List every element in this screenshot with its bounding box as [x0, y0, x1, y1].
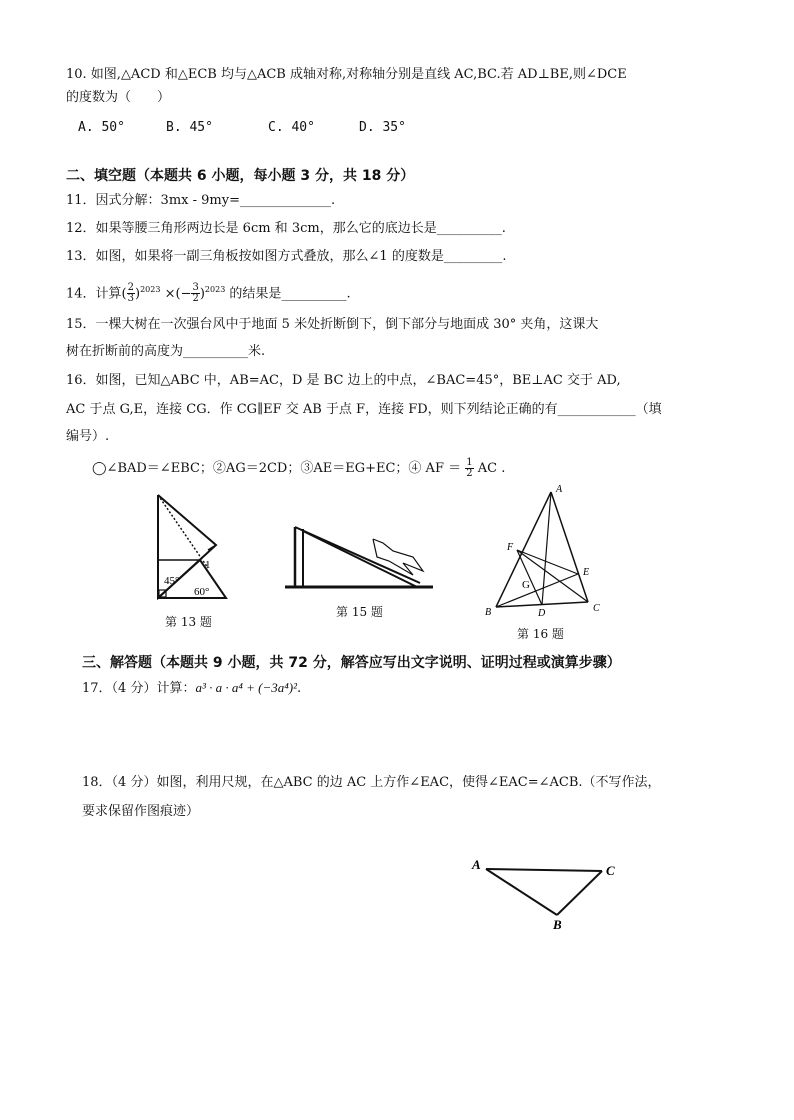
q11	[66, 192, 335, 210]
q17-prefix: 17．（4 分）计算：	[82, 681, 196, 696]
fig13-angle1: 1	[205, 559, 211, 571]
q16-line2-end: （填	[635, 402, 662, 417]
q14-suffix: 的结果是	[229, 286, 282, 302]
q14-exp1: 2023	[140, 285, 161, 294]
q10-option-c: C. 40°	[268, 120, 315, 135]
q14-sign: −	[180, 286, 192, 302]
fig16-label-g: G	[522, 579, 530, 591]
fig16-label-c: C	[593, 603, 600, 614]
q13-text: 13．如图，如果将一副三角板按如图方式叠放，那么∠1 的度数是	[66, 249, 444, 264]
section3-title: 三、解答题（本题共 9 小题，共 72 分，解答应写出文字说明、证明过程或演算步骤）	[82, 655, 621, 671]
q10-option-d: D. 35°	[359, 120, 406, 135]
q14-frac1: $\frac{2}{3}$	[127, 282, 134, 305]
fig16-label-d: D	[538, 608, 546, 619]
q10-line2: 的度数为（ ）	[66, 90, 171, 105]
fig13-diagram	[150, 490, 240, 605]
q16-statements	[92, 456, 505, 482]
q14: 14．计算( $\frac{2}{3}$ )$^{2023}$ ×(− $\frac{3}{2}$ )$^{2023}$ 的结果是__________.	[66, 282, 351, 305]
section2-title: 二、填空题（本题共 6 小题，每小题 3 分，共 18 分）	[66, 168, 415, 184]
q16-line1: 16．如图，已知△ABC 中，AB=AC，D 是 BC 边上的中点，∠BAC=45°，BE⊥AC 交于 AD,	[66, 373, 621, 388]
q14-end: .	[346, 286, 351, 302]
fig16-caption: 第 16 题	[517, 627, 564, 641]
fig16-label-a: A	[556, 484, 563, 495]
q16-line2	[66, 401, 662, 419]
q12-blank: __________	[436, 221, 502, 236]
q12	[66, 220, 506, 238]
q18-label-c: C	[606, 863, 615, 878]
fig16-label-e: E	[583, 567, 590, 578]
q18-line2: 要求保留作图痕迹）	[82, 804, 200, 819]
q10-option-b: B. 45°	[166, 120, 213, 135]
q14-prefix: 14．计算	[66, 286, 122, 302]
q15-line2-prefix: 树在折断前的高度为	[66, 344, 184, 359]
q16-statements-text: ◯∠BAD＝∠EBC；②AG＝2CD；③AE＝EG+EC；④ AF ＝	[92, 461, 462, 476]
fig15-caption: 第 15 题	[336, 605, 383, 619]
q11-blank: ______________	[239, 193, 331, 208]
q18-label-a: A	[472, 857, 481, 872]
q10-option-a: A. 50°	[78, 120, 125, 135]
q13	[66, 248, 506, 266]
q17	[82, 679, 301, 698]
q17-expr: a³ · a · a⁴ + (−3a⁴)²	[195, 680, 297, 695]
fig13-angle45: 45°	[164, 575, 180, 587]
q12-text: 12．如果等腰三角形两边长是 6cm 和 3cm，那么它的底边长是	[66, 221, 437, 236]
q14-times: ×	[164, 286, 176, 302]
fig15-diagram	[285, 515, 435, 590]
fig13-angle60: 60°	[194, 586, 210, 598]
q17-end: .	[297, 681, 302, 696]
q13-end: .	[502, 249, 507, 264]
q11-text: 11．因式分解：3mx - 9my=	[66, 193, 240, 208]
q16-statements-end: AC .	[477, 461, 506, 476]
fig16-diagram	[484, 480, 609, 619]
q15-line1: 15．一棵大树在一次强台风中于地面 5 米处折断倒下，倒下部分与地面成 30° 夹角，这课大	[66, 317, 599, 332]
q12-end: .	[501, 221, 506, 236]
q18-line1: 18．（4 分）如图，利用尺规，在△ABC 的边 AC 上方作∠EAC，使得∠EAC=∠ACB.（不写作法，	[82, 775, 661, 790]
q16-line2-text: AC 于点 G,E，连接 CG．作 CG∥EF 交 AB 于点 F，连接 FD，则下列结论正确的有	[66, 402, 558, 417]
q14-blank: __________	[281, 286, 347, 302]
q16-line3: 编号）.	[66, 429, 110, 444]
q15-blank: __________	[183, 344, 249, 359]
q14-frac2: $\frac{3}{2}$	[192, 282, 199, 305]
q13-blank: _________	[443, 249, 503, 264]
q18-triangle-diagram	[470, 855, 620, 935]
q11-end: .	[330, 193, 336, 208]
q15-line2-suffix: 米.	[248, 344, 266, 359]
q16-blank: ____________	[557, 402, 636, 417]
q16-frac: $\frac{1}{2}$	[466, 457, 473, 479]
q10-line1: 10. 如图,△ACD 和△ECB 均与△ACB 成轴对称,对称轴分别是直线 AC,BC.若 AD⊥BE,则∠DCE	[66, 67, 627, 82]
q14-exp2: 2023	[204, 285, 226, 294]
fig13-caption: 第 13 题	[165, 615, 212, 629]
fig16-label-b: B	[485, 607, 492, 618]
q18-label-b: B	[553, 917, 562, 932]
q15-line2	[66, 343, 265, 361]
fig16-label-f: F	[507, 542, 514, 553]
